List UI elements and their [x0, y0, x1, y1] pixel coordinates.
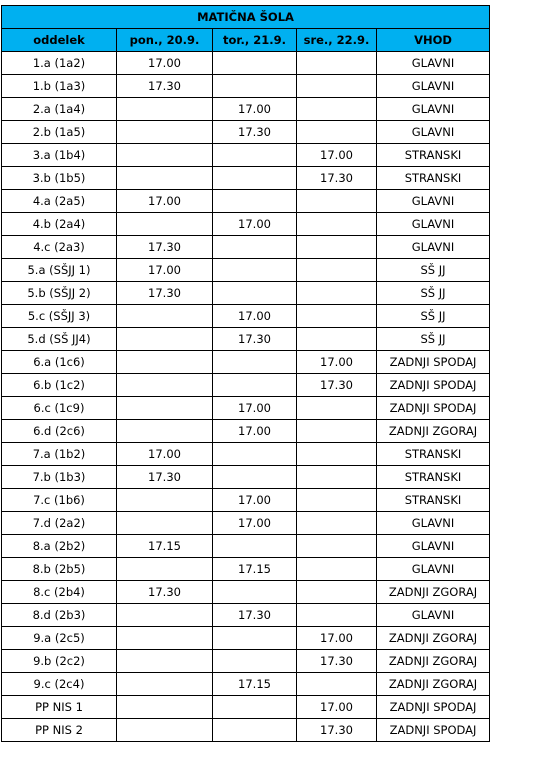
cell-oddelek: 9.b (2c2) [2, 650, 117, 673]
cell-monday: 17.30 [117, 75, 213, 98]
cell-tuesday [213, 696, 297, 719]
cell-monday [117, 374, 213, 397]
cell-oddelek: 4.c (2a3) [2, 236, 117, 259]
table-row [2, 75, 490, 98]
cell-vhod: ZADNJI SPODAJ [377, 397, 490, 420]
cell-tuesday [213, 719, 297, 742]
table-row [2, 604, 490, 627]
cell-monday: 17.30 [117, 466, 213, 489]
table-row [2, 98, 490, 121]
cell-vhod: ZADNJI SPODAJ [377, 374, 490, 397]
table-row [2, 282, 490, 305]
cell-wednesday [297, 489, 377, 512]
cell-oddelek: 1.a (1a2) [2, 52, 117, 75]
cell-monday [117, 512, 213, 535]
cell-vhod: STRANSKI [377, 466, 490, 489]
cell-oddelek: 7.a (1b2) [2, 443, 117, 466]
table-row [2, 581, 490, 604]
cell-vhod: ZADNJI SPODAJ [377, 719, 490, 742]
cell-oddelek: 5.d (SŠ JJ4) [2, 328, 117, 351]
cell-monday: 17.30 [117, 236, 213, 259]
cell-wednesday [297, 282, 377, 305]
cell-monday [117, 351, 213, 374]
cell-monday: 17.30 [117, 282, 213, 305]
cell-tuesday [213, 144, 297, 167]
cell-oddelek: 2.a (1a4) [2, 98, 117, 121]
cell-wednesday: 17.00 [297, 627, 377, 650]
cell-wednesday [297, 213, 377, 236]
table-row [2, 719, 490, 742]
cell-tuesday [213, 190, 297, 213]
cell-oddelek: 6.c (1c9) [2, 397, 117, 420]
cell-vhod: STRANSKI [377, 443, 490, 466]
cell-monday [117, 673, 213, 696]
table-row [2, 558, 490, 581]
cell-tuesday [213, 466, 297, 489]
cell-monday [117, 98, 213, 121]
cell-wednesday [297, 98, 377, 121]
table-row [2, 144, 490, 167]
header-monday: pon., 20.9. [117, 29, 213, 52]
cell-vhod: STRANSKI [377, 489, 490, 512]
cell-vhod: GLAVNI [377, 75, 490, 98]
cell-tuesday: 17.30 [213, 604, 297, 627]
cell-wednesday: 17.30 [297, 374, 377, 397]
cell-tuesday [213, 374, 297, 397]
cell-vhod: GLAVNI [377, 98, 490, 121]
cell-oddelek: 1.b (1a3) [2, 75, 117, 98]
cell-monday [117, 604, 213, 627]
cell-tuesday: 17.30 [213, 121, 297, 144]
cell-tuesday: 17.00 [213, 397, 297, 420]
table-row [2, 328, 490, 351]
cell-tuesday [213, 282, 297, 305]
cell-oddelek: 4.a (2a5) [2, 190, 117, 213]
cell-oddelek: 6.d (2c6) [2, 420, 117, 443]
cell-monday [117, 121, 213, 144]
table-row [2, 696, 490, 719]
table-row [2, 397, 490, 420]
table-row [2, 420, 490, 443]
cell-oddelek: 3.b (1b5) [2, 167, 117, 190]
table-row [2, 236, 490, 259]
header-wednesday: sre., 22.9. [297, 29, 377, 52]
cell-vhod: SŠ JJ [377, 305, 490, 328]
cell-monday [117, 144, 213, 167]
cell-oddelek: 7.c (1b6) [2, 489, 117, 512]
cell-vhod: SŠ JJ [377, 328, 490, 351]
table-row [2, 121, 490, 144]
cell-wednesday [297, 328, 377, 351]
cell-vhod: GLAVNI [377, 52, 490, 75]
cell-vhod: STRANSKI [377, 144, 490, 167]
cell-oddelek: 7.b (1b3) [2, 466, 117, 489]
cell-oddelek: 5.c (SŠJJ 3) [2, 305, 117, 328]
cell-oddelek: 7.d (2a2) [2, 512, 117, 535]
cell-wednesday: 17.30 [297, 719, 377, 742]
cell-wednesday: 17.30 [297, 167, 377, 190]
cell-vhod: ZADNJI ZGORAJ [377, 581, 490, 604]
cell-vhod: SŠ JJ [377, 259, 490, 282]
table-row [2, 535, 490, 558]
cell-wednesday [297, 52, 377, 75]
cell-vhod: ZADNJI ZGORAJ [377, 420, 490, 443]
cell-tuesday: 17.15 [213, 558, 297, 581]
cell-oddelek: 5.a (SŠJJ 1) [2, 259, 117, 282]
table-row [2, 52, 490, 75]
cell-wednesday [297, 420, 377, 443]
cell-tuesday [213, 443, 297, 466]
table-row [2, 259, 490, 282]
cell-monday [117, 719, 213, 742]
cell-wednesday: 17.30 [297, 650, 377, 673]
cell-wednesday [297, 512, 377, 535]
cell-wednesday [297, 466, 377, 489]
cell-oddelek: 5.b (SŠJJ 2) [2, 282, 117, 305]
cell-tuesday [213, 52, 297, 75]
cell-oddelek: 8.a (2b2) [2, 535, 117, 558]
cell-wednesday [297, 581, 377, 604]
cell-monday [117, 489, 213, 512]
cell-oddelek: PP NIS 2 [2, 719, 117, 742]
cell-vhod: STRANSKI [377, 167, 490, 190]
table-row [2, 190, 490, 213]
cell-tuesday: 17.00 [213, 305, 297, 328]
cell-monday: 17.00 [117, 52, 213, 75]
header-vhod: VHOD [377, 29, 490, 52]
schedule-table [1, 5, 490, 742]
table-row [2, 673, 490, 696]
cell-wednesday [297, 259, 377, 282]
cell-wednesday [297, 443, 377, 466]
cell-tuesday [213, 351, 297, 374]
cell-oddelek: 8.d (2b3) [2, 604, 117, 627]
header-oddelek: oddelek [2, 29, 117, 52]
cell-tuesday [213, 75, 297, 98]
table-row [2, 650, 490, 673]
cell-monday [117, 397, 213, 420]
cell-monday [117, 213, 213, 236]
cell-monday [117, 305, 213, 328]
cell-monday [117, 627, 213, 650]
cell-oddelek: 8.b (2b5) [2, 558, 117, 581]
table-row [2, 374, 490, 397]
table-row [2, 167, 490, 190]
cell-wednesday [297, 673, 377, 696]
cell-wednesday: 17.00 [297, 144, 377, 167]
cell-tuesday: 17.30 [213, 328, 297, 351]
cell-vhod: SŠ JJ [377, 282, 490, 305]
cell-oddelek: PP NIS 1 [2, 696, 117, 719]
cell-wednesday [297, 190, 377, 213]
cell-tuesday: 17.00 [213, 420, 297, 443]
cell-tuesday [213, 627, 297, 650]
cell-monday: 17.00 [117, 190, 213, 213]
cell-monday: 17.00 [117, 443, 213, 466]
cell-monday [117, 328, 213, 351]
header-tuesday: tor., 21.9. [213, 29, 297, 52]
cell-vhod: GLAVNI [377, 236, 490, 259]
cell-monday: 17.30 [117, 581, 213, 604]
cell-monday: 17.15 [117, 535, 213, 558]
cell-vhod: GLAVNI [377, 190, 490, 213]
cell-oddelek: 6.b (1c2) [2, 374, 117, 397]
cell-wednesday [297, 535, 377, 558]
cell-vhod: GLAVNI [377, 535, 490, 558]
cell-oddelek: 6.a (1c6) [2, 351, 117, 374]
cell-wednesday: 17.00 [297, 696, 377, 719]
cell-tuesday [213, 259, 297, 282]
cell-vhod: ZADNJI ZGORAJ [377, 650, 490, 673]
cell-tuesday: 17.00 [213, 98, 297, 121]
cell-monday [117, 420, 213, 443]
cell-wednesday [297, 558, 377, 581]
cell-vhod: ZADNJI SPODAJ [377, 351, 490, 374]
cell-oddelek: 2.b (1a5) [2, 121, 117, 144]
cell-wednesday [297, 75, 377, 98]
table-row [2, 351, 490, 374]
cell-tuesday: 17.15 [213, 673, 297, 696]
cell-tuesday [213, 581, 297, 604]
cell-monday: 17.00 [117, 259, 213, 282]
cell-tuesday: 17.00 [213, 489, 297, 512]
cell-wednesday: 17.00 [297, 351, 377, 374]
table-row [2, 512, 490, 535]
table-title-row [2, 6, 490, 29]
cell-wednesday [297, 121, 377, 144]
cell-monday [117, 696, 213, 719]
cell-vhod: GLAVNI [377, 604, 490, 627]
cell-wednesday [297, 397, 377, 420]
cell-monday [117, 558, 213, 581]
cell-tuesday [213, 535, 297, 558]
cell-oddelek: 4.b (2a4) [2, 213, 117, 236]
table-row [2, 443, 490, 466]
table-row [2, 627, 490, 650]
cell-tuesday [213, 236, 297, 259]
table-body [2, 52, 490, 742]
table-row [2, 305, 490, 328]
table-row [2, 466, 490, 489]
cell-vhod: ZADNJI ZGORAJ [377, 627, 490, 650]
cell-tuesday [213, 650, 297, 673]
cell-monday [117, 167, 213, 190]
cell-oddelek: 8.c (2b4) [2, 581, 117, 604]
cell-monday [117, 650, 213, 673]
table-row [2, 213, 490, 236]
cell-oddelek: 9.a (2c5) [2, 627, 117, 650]
cell-vhod: GLAVNI [377, 121, 490, 144]
cell-wednesday [297, 236, 377, 259]
cell-tuesday: 17.00 [213, 213, 297, 236]
table-row [2, 489, 490, 512]
cell-vhod: GLAVNI [377, 213, 490, 236]
cell-wednesday [297, 604, 377, 627]
cell-oddelek: 9.c (2c4) [2, 673, 117, 696]
table-title: MATIČNA ŠOLA [2, 6, 490, 29]
cell-vhod: GLAVNI [377, 558, 490, 581]
cell-vhod: GLAVNI [377, 512, 490, 535]
cell-vhod: ZADNJI ZGORAJ [377, 673, 490, 696]
cell-tuesday [213, 167, 297, 190]
cell-vhod: ZADNJI SPODAJ [377, 696, 490, 719]
table-header-row [2, 29, 490, 52]
cell-wednesday [297, 305, 377, 328]
cell-oddelek: 3.a (1b4) [2, 144, 117, 167]
cell-tuesday: 17.00 [213, 512, 297, 535]
